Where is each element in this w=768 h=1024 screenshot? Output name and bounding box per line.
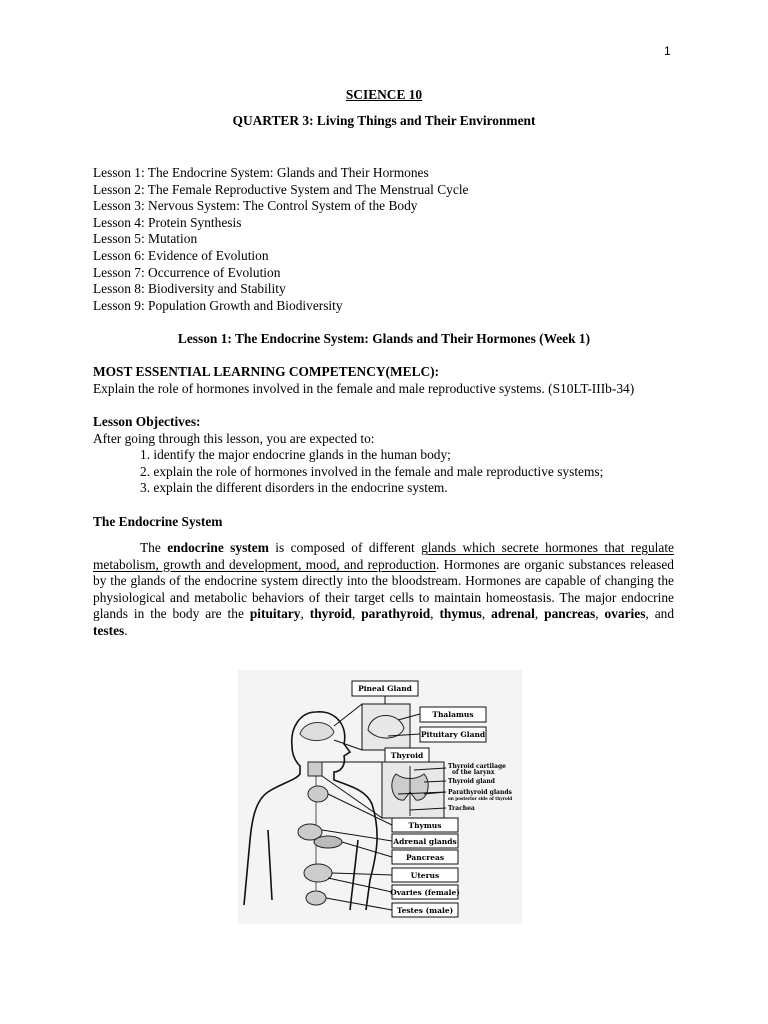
quarter-heading: QUARTER 3: Living Things and Their Environment — [232, 113, 536, 128]
objective-item: 3. explain the different disorders in the endocrine system. — [140, 480, 448, 496]
objectives-section — [93, 414, 603, 497]
separator: , — [481, 606, 492, 622]
objective-item: 1. identify the major endocrine glands in the human body; — [140, 447, 451, 463]
label-cartilage: Thyroid cartilage — [448, 763, 506, 770]
lesson-item: Lesson 6: Evidence of Evolution — [93, 247, 269, 263]
separator: , — [430, 606, 440, 622]
label-cartilage-2: of the larynx — [452, 769, 495, 776]
underlined-definition: glands which secrete hormones that regulate metabolism, growth and development, mood, and reproduction — [93, 540, 674, 572]
melc-heading: MOST ESSENTIAL LEARNING COMPETENCY(MELC): — [93, 364, 440, 379]
para-text: is composed of different — [268, 540, 422, 555]
gland-testes: testes — [93, 622, 125, 638]
label-parathyroid: Parathyroid glands — [448, 789, 512, 796]
gland-thymus: thymus — [439, 606, 482, 622]
thyroid-marker — [308, 762, 322, 776]
endocrine-paragraph — [93, 540, 674, 640]
label-parathyroid-note: on posterior side of thyroid — [448, 796, 513, 801]
testes-shape — [306, 891, 326, 905]
label-pineal: Pineal Gland — [358, 684, 412, 693]
lesson-item: Lesson 3: Nervous System: The Control System of the Body — [93, 198, 418, 214]
lesson-item: Lesson 7: Occurrence of Evolution — [93, 264, 281, 280]
separator: , — [300, 606, 310, 622]
label-thyroid-box: Thyroid — [390, 751, 424, 760]
label-ovaries: Ovaries (female) — [390, 888, 460, 897]
lesson-item: Lesson 2: The Female Reproductive System and The Menstrual Cycle — [93, 181, 469, 197]
lesson-item: Lesson 4: Protein Synthesis — [93, 214, 242, 230]
label-trachea: Trachea — [448, 805, 475, 812]
lesson-item: Lesson 1: The Endocrine System: Glands and Their Hormones — [93, 165, 429, 180]
term-endocrine-system: endocrine system — [167, 540, 269, 555]
endocrine-diagram — [238, 670, 522, 924]
separator: , — [534, 606, 545, 622]
lesson-item: Lesson 8: Biodiversity and Stability — [93, 281, 286, 297]
document-title: SCIENCE 10 — [345, 87, 423, 102]
label-thalamus: Thalamus — [432, 710, 474, 719]
lesson1-heading: Lesson 1: The Endocrine System: Glands and Their Hormones (Week 1) — [177, 331, 591, 346]
separator: , and — [645, 606, 675, 622]
label-pancreas: Pancreas — [405, 853, 445, 862]
head-inset-box — [362, 704, 410, 750]
gland-pancreas: pancreas — [544, 606, 596, 622]
pancreas-shape — [314, 836, 342, 848]
endocrine-heading: The Endocrine System — [93, 514, 223, 529]
gland-ovaries: ovaries — [604, 606, 646, 622]
label-thymus: Thymus — [408, 821, 442, 830]
label-pituitary: Pituitary Gland — [420, 730, 486, 739]
separator: , — [351, 606, 362, 622]
uterus-shape — [304, 864, 332, 882]
page-number: 1 — [664, 44, 671, 58]
para-text: . Hormones are organic substances released by the glands of the endocrine system directly into the bloodstream. Hormones are capable of changing the physiological and metabolic behaviors of their target cells to maintain homeostasis. The major endocrine glands in the body are the — [93, 556, 675, 622]
gland-parathyroid: parathyroid — [361, 606, 431, 622]
objectives-heading: Lesson Objectives: — [93, 414, 201, 429]
label-uterus: Uterus — [410, 871, 440, 880]
label-thyroid-gland: Thyroid gland — [448, 778, 495, 785]
para-text: The — [140, 540, 168, 555]
gland-adrenal: adrenal — [491, 606, 535, 622]
objectives-intro: After going through this lesson, you are expected to: — [93, 430, 375, 446]
separator: . — [124, 622, 128, 638]
endocrine-diagram-svg — [238, 670, 522, 924]
gland-thyroid: thyroid — [309, 606, 352, 622]
gland-pituitary: pituitary — [249, 606, 301, 622]
lesson-list — [93, 165, 468, 314]
label-adrenal: Adrenal glands — [393, 837, 457, 846]
melc-section — [93, 364, 634, 397]
thymus-shape — [308, 786, 328, 802]
objective-item: 2. explain the role of hormones involved in the female and male reproductive systems; — [140, 463, 604, 479]
lesson-item: Lesson 5: Mutation — [93, 231, 198, 247]
label-testes: Testes (male) — [396, 906, 454, 915]
melc-text: Explain the role of hormones involved in the female and male reproductive systems. (S10LT-IIIb-34) — [93, 380, 635, 396]
separator: , — [595, 606, 605, 622]
lesson-item: Lesson 9: Population Growth and Biodiversity — [93, 297, 343, 313]
